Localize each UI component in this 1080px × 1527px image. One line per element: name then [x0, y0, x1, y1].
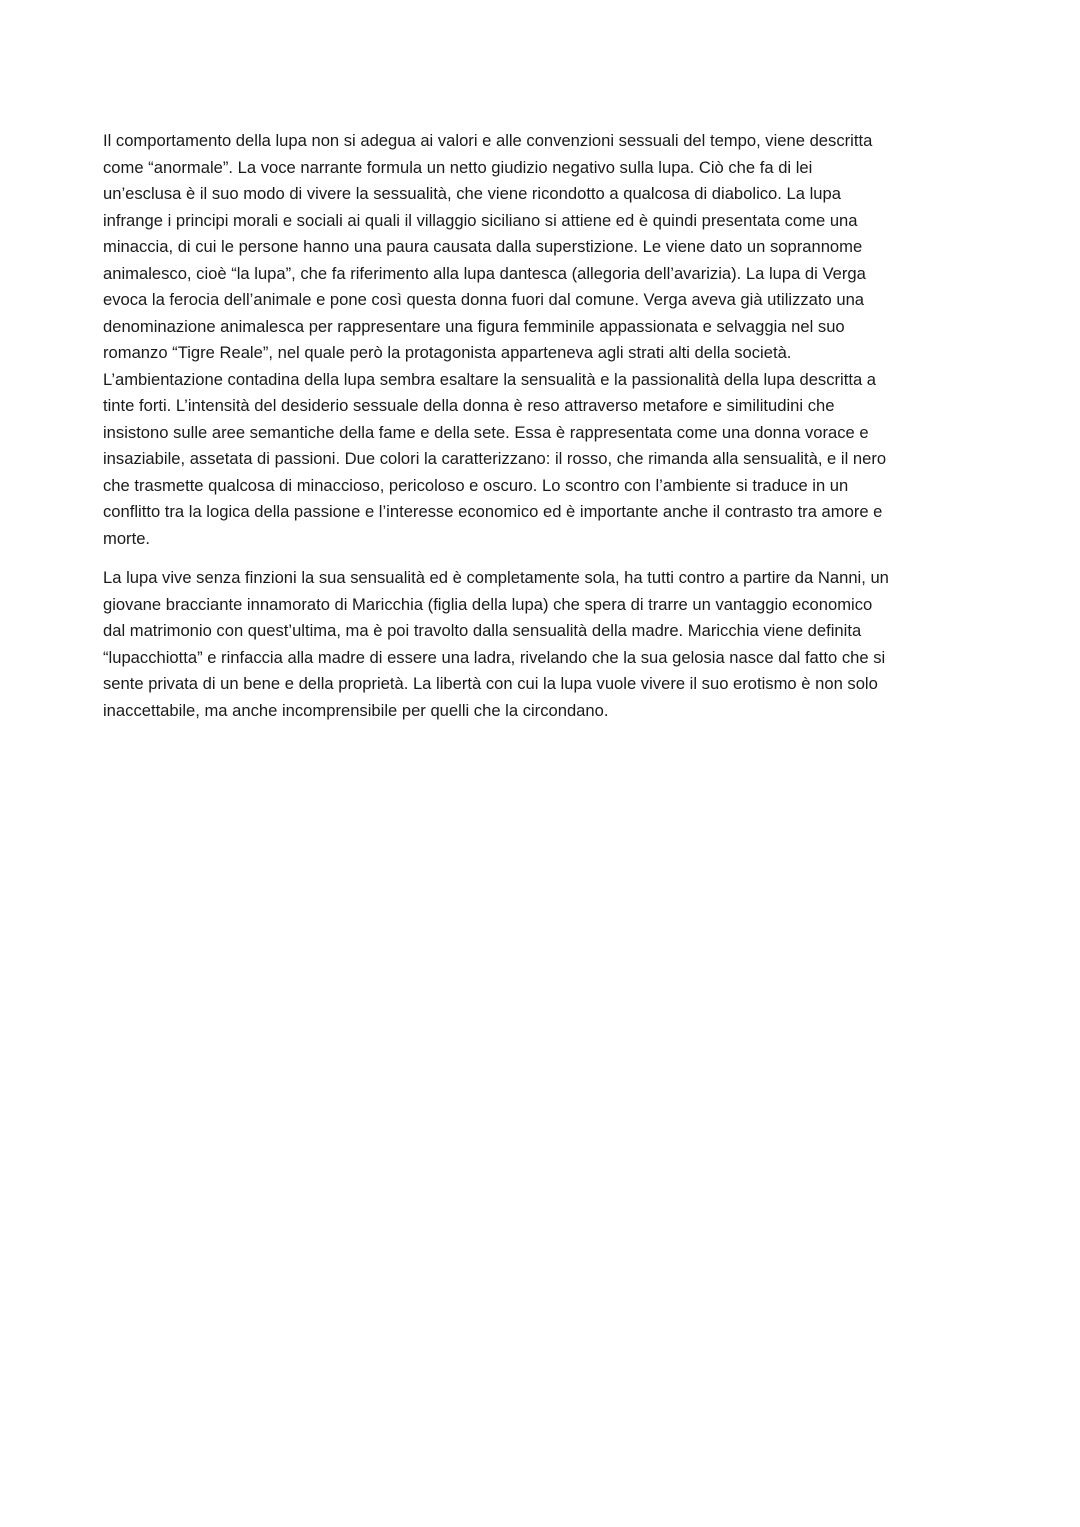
text-line: morte. — [103, 528, 151, 548]
text-line: conflitto tra la logica della passione e l’interesse economico ed è importante anche il contrasto tra amore e — [103, 502, 883, 521]
document-body — [103, 128, 983, 724]
text-line: Il comportamento della lupa non si adegua ai valori e alle convenzioni sessuali del tempo, viene descritta — [103, 131, 873, 150]
text-line: un’esclusa è il suo modo di vivere la sessualità, che viene ricondotto a qualcosa di diabolico. La lupa — [103, 184, 841, 203]
text-line: denominazione animalesca per rappresentare una figura femminile appassionata e selvaggia nel suo — [103, 316, 845, 336]
text-line: insaziabile, assetata di passioni. Due colori la caratterizzano: il rosso, che rimanda alla sensualità, e il nero — [103, 449, 887, 468]
text-line: animalesco, cioè “la lupa”, che fa riferimento alla lupa dantesca (allegoria dell’avarizia). La lupa di Verga — [103, 263, 866, 283]
paragraph-1 — [103, 128, 983, 552]
text-line: La lupa vive senza finzioni la sua sensualità ed è completamente sola, ha tutti contro a partire da Nanni, un — [103, 568, 889, 587]
text-line: minaccia, di cui le persone hanno una paura causata dalla superstizione. Le viene dato un soprannome — [103, 237, 863, 256]
text-line: sente privata di un bene e della proprietà. La libertà con cui la lupa vuole vivere il suo erotismo è non solo — [103, 674, 878, 693]
text-line: evoca la ferocia dell’animale e pone così questa donna fuori dal comune. Verga aveva già utilizzato una — [103, 290, 865, 309]
text-line: inaccettabile, ma anche incomprensibile per quelli che la circondano. — [103, 700, 609, 720]
paragraph-2 — [103, 565, 983, 724]
text-line: come “anormale”. La voce narrante formula un netto giudizio negativo sulla lupa. Ciò che fa di lei — [103, 157, 813, 177]
text-line: romanzo “Tigre Reale”, nel quale però la protagonista apparteneva agli strati alti della società. — [103, 343, 792, 362]
text-line: dal matrimonio con quest’ultima, ma è poi travolto dalla sensualità della madre. Maricchia viene definita — [103, 621, 862, 640]
text-line: che trasmette qualcosa di minaccioso, pericoloso e oscuro. Lo scontro con l’ambiente si traduce in un — [103, 475, 849, 495]
text-line: insistono sulle aree semantiche della fame e della sete. Essa è rappresentata come una donna vorace e — [103, 422, 869, 442]
text-line: tinte forti. L’intensità del desiderio sessuale della donna è reso attraverso metafore e similitudini che — [103, 396, 835, 415]
text-line: infrange i principi morali e sociali ai quali il villaggio siciliano si attiene ed è quindi presentata come una — [103, 210, 858, 230]
text-line: “lupacchiotta” e rinfaccia alla madre di essere una ladra, rivelando che la sua gelosia nasce dal fatto che si — [103, 647, 886, 667]
text-line: giovane bracciante innamorato di Maricchia (figlia della lupa) che spera di trarre un vantaggio economico — [103, 594, 873, 614]
text-line: L’ambientazione contadina della lupa sembra esaltare la sensualità e la passionalità della lupa descritta a — [103, 369, 877, 389]
